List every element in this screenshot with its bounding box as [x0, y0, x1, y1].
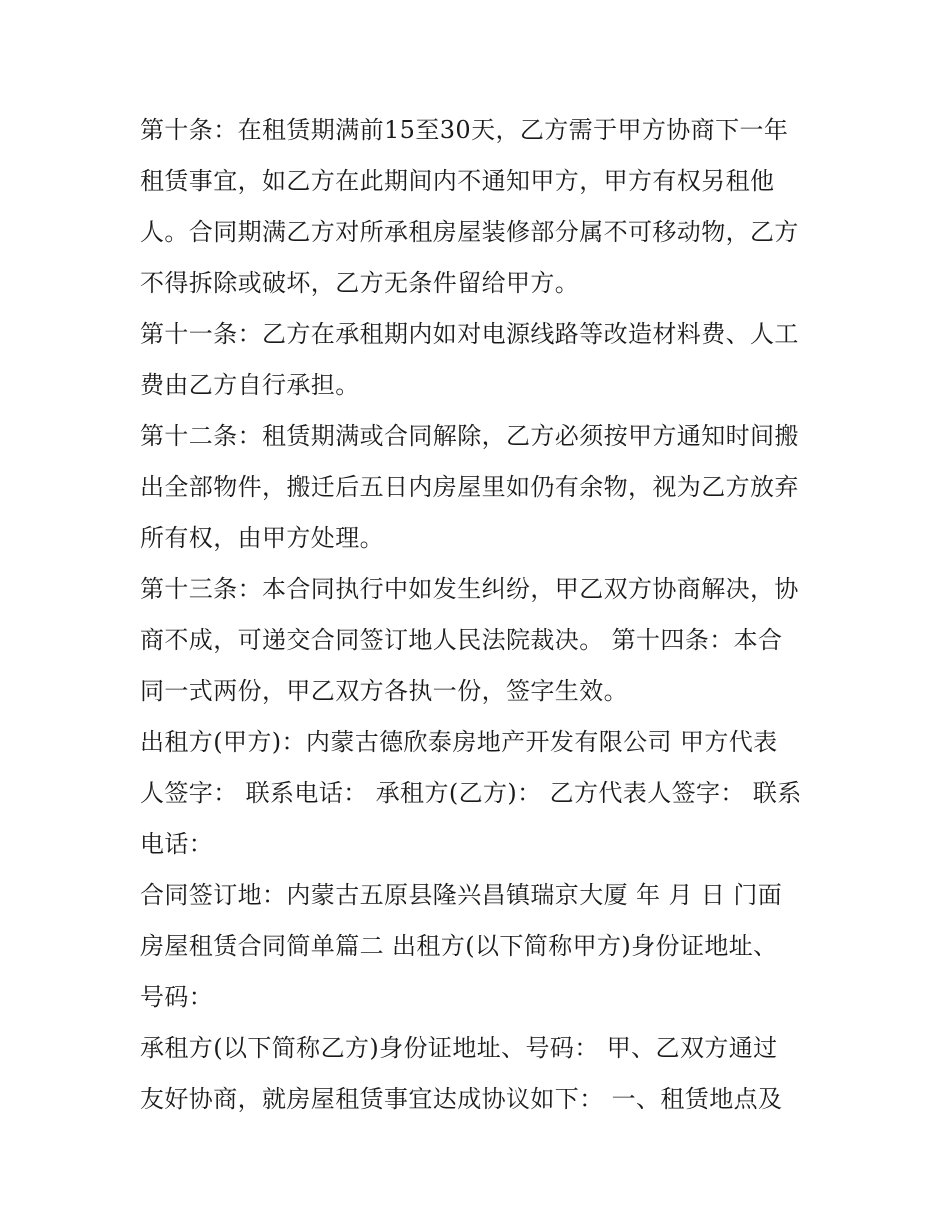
text-line: 出全部物件，搬迁后五日内房屋里如仍有余物，视为乙方放弃: [140, 473, 799, 501]
text-line: 承租方(以下简称乙方)身份证地址、号码： 甲、乙双方通过: [140, 1034, 778, 1062]
text-line: 同一式两份，甲乙双方各执一份，签字生效。: [140, 677, 628, 705]
text-line: 第十条：在租赁期满前15至30天，乙方需于甲方协商下一年: [140, 116, 789, 144]
text-line: 房屋租赁合同简单篇二 出租方(以下简称甲方)身份证地址、: [140, 932, 778, 960]
text-line: 费由乙方自行承担。: [140, 371, 360, 399]
text-line: 第十三条：本合同执行中如发生纠纷，甲乙双方协商解决，协: [140, 575, 799, 603]
text-line: 合同签订地：内蒙古五原县隆兴昌镇瑞京大厦 年 月 日 门面: [140, 881, 783, 909]
text-line: 电话：: [140, 830, 214, 858]
text-line: 人。合同期满乙方对所承租房屋装修部分属不可移动物，乙方: [140, 218, 799, 246]
text-line: 不得拆除或破坏，乙方无条件留给甲方。: [140, 269, 580, 297]
text-line: 所有权，由甲方处理。: [140, 524, 384, 552]
text-line: 出租方(甲方)：内蒙古德欣泰房地产开发有限公司 甲方代表: [140, 728, 778, 756]
contract-body-text: [140, 108, 830, 1128]
text-line: 人签字： 联系电话： 承租方(乙方)： 乙方代表人签字： 联系: [140, 779, 802, 807]
text-line: 商不成，可递交合同签订地人民法院裁决。 第十四条：本合: [140, 626, 783, 654]
text-line: 号码：: [140, 983, 214, 1011]
text-line: 友好协商，就房屋租赁事宜达成协议如下： 一、租赁地点及: [140, 1085, 783, 1113]
text-line: 租赁事宜，如乙方在此期间内不通知甲方，甲方有权另租他: [140, 167, 775, 195]
text-line: 第十一条：乙方在承租期内如对电源线路等改造材料费、人工: [140, 320, 799, 348]
text-line: 第十二条：租赁期满或合同解除，乙方必须按甲方通知时间搬: [140, 422, 799, 450]
